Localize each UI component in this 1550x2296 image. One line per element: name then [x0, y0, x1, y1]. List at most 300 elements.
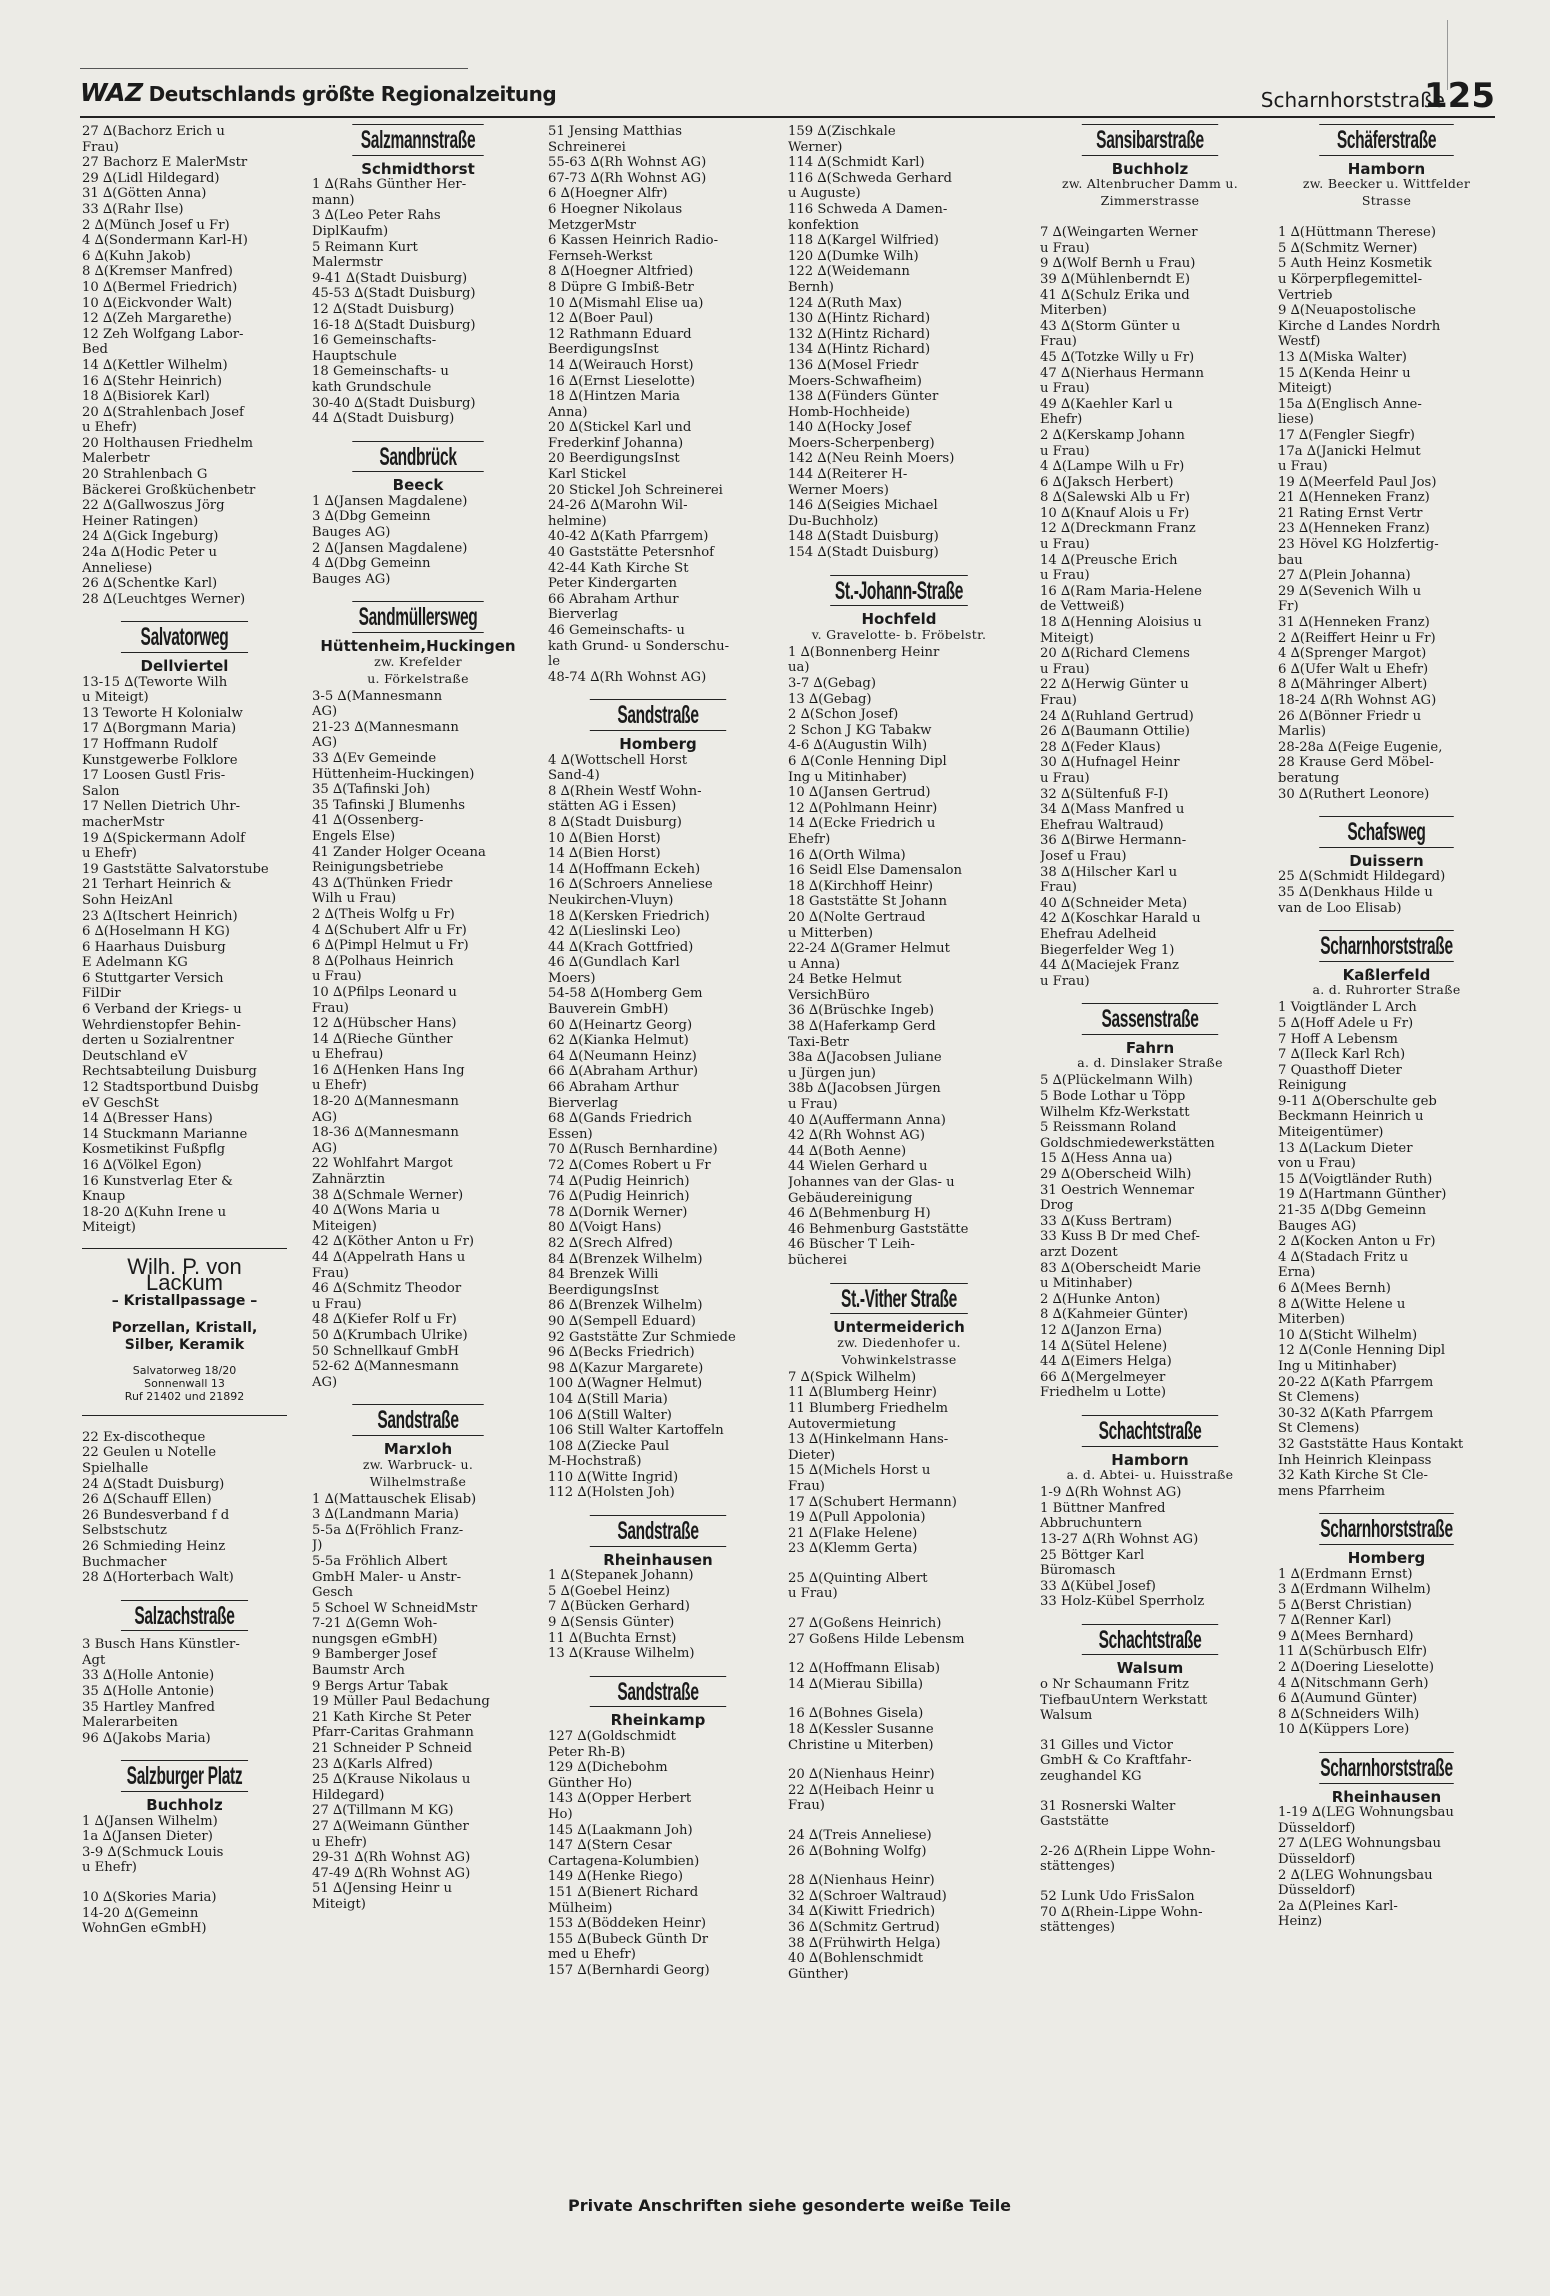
directory-entry: 16 Gemeinschafts-: [312, 333, 437, 349]
directory-entry: 18 ∆(Kirchhoff Heinr): [788, 878, 934, 894]
directory-entry: 2 ∆(Jansen Magdalene): [312, 540, 468, 556]
directory-entry: 1 ∆(Mattauschek Elisab): [312, 1491, 477, 1507]
directory-entry: 20 ∆(Strahlenbach Josef: [82, 404, 244, 420]
directory-entry: WohnGen eGmbH): [82, 1921, 207, 1937]
directory-entry: 10 ∆(Küppers Lore): [1278, 1722, 1410, 1738]
directory-entry: 6 ∆(Kuhn Jakob): [82, 248, 191, 264]
street-block: [548, 124, 768, 685]
directory-entry: 5 Schoel W SchneidMstr: [312, 1600, 478, 1616]
directory-entry: u Frau): [1040, 973, 1090, 989]
street-heading: Sandstraße: [590, 699, 726, 731]
directory-entry: Miterben): [1040, 303, 1108, 319]
directory-entry: Karl Stickel: [548, 467, 627, 483]
directory-entry: 66 Abraham Arthur: [548, 1080, 679, 1096]
spacer: [1040, 1724, 1260, 1738]
directory-entry: 6 ∆(Ufer Walt u Ehefr): [1278, 661, 1429, 677]
directory-entry: Miteigt): [1040, 630, 1094, 646]
street-block: [548, 1515, 768, 1662]
directory-entry: Anneliese): [82, 560, 153, 576]
directory-entry: 12 ∆(Hübscher Hans): [312, 1016, 457, 1032]
directory-entry: 32 ∆(Schroer Waltraud): [788, 1888, 947, 1904]
district-name: Rheinhausen: [1331, 1787, 1442, 1806]
directory-entry: Reinigung: [1278, 1078, 1347, 1094]
directory-entry: 46 ∆(Behmenburg H): [788, 1206, 931, 1222]
directory-entry: 74 ∆(Pudig Heinrich): [548, 1173, 690, 1189]
directory-entry: Hildegard): [312, 1787, 385, 1803]
directory-entry: 145 ∆(Laakmann Joh): [548, 1822, 693, 1838]
directory-entry: arzt Dozent: [1040, 1245, 1118, 1260]
street-block: [1040, 124, 1260, 989]
directory-entry: Ehefrau Waltraud): [1040, 817, 1164, 833]
directory-entry: mann): [312, 192, 355, 208]
directory-entry: 50 ∆(Krumbach Ulrike): [312, 1327, 468, 1343]
directory-entry: 3 ∆(Erdmann Wilhelm): [1278, 1582, 1431, 1598]
directory-entry: 6 ∆(Hoselmann H KG): [82, 924, 230, 940]
directory-entry: bau: [1278, 552, 1303, 568]
directory-entry: 3 Busch Hans Künstler-: [82, 1637, 240, 1653]
directory-entry: 43 ∆(Storm Günter u: [1040, 318, 1181, 334]
directory-entry: 118 ∆(Kargel Wilfried): [788, 233, 939, 249]
directory-entry: 30 ∆(Hufnagel Heinr: [1040, 755, 1180, 771]
directory-entry: 30 ∆(Ruthert Leonore): [1278, 786, 1430, 802]
directory-entry: Miterben): [1278, 1312, 1346, 1328]
directory-entry: 40 ∆(Wons Maria u: [312, 1203, 440, 1219]
directory-entry: 27 ∆(Tillmann M KG): [312, 1803, 454, 1819]
directory-entry: 16 Seidl Else Damensalon: [788, 863, 963, 879]
directory-entry: 16 ∆(Bohnes Gisela): [788, 1706, 924, 1722]
directory-entry: u Frau): [312, 969, 362, 985]
directory-entry: 2 ∆(Theis Wolfg u Fr): [312, 906, 455, 922]
directory-entry: u Ehefr): [82, 846, 137, 862]
directory-entry: AG): [312, 1109, 338, 1125]
column-4: [788, 124, 1010, 1982]
directory-entry: 19 Gaststätte Salvatorstube: [82, 861, 269, 877]
street-heading: Salzachstraße: [121, 1600, 248, 1632]
directory-entry: 36 ∆(Schmitz Gertrud): [788, 1919, 940, 1935]
directory-entry: 4-6 ∆(Augustin Wilh): [788, 738, 928, 754]
directory-entry: Fernseh-Werkst: [548, 248, 653, 264]
directory-entry: Heinz): [1278, 1914, 1323, 1930]
ad-contact: [86, 1364, 283, 1403]
directory-entry: Johannes van der Glas- u: [788, 1175, 955, 1190]
directory-entry: u Frau): [788, 1586, 838, 1602]
directory-entry: 24 ∆(Stadt Duisburg): [82, 1476, 225, 1492]
district-name: Duissern: [1349, 851, 1424, 870]
directory-entry: u Jürgen jun): [788, 1065, 876, 1081]
directory-entry: 35 Hartley Manfred: [82, 1699, 215, 1715]
directory-entry: 1 ∆(Erdmann Ernst): [1278, 1566, 1413, 1582]
directory-entry: derten u Sozialrentner: [82, 1033, 234, 1049]
directory-entry: 44 Wielen Gerhard u: [788, 1159, 928, 1175]
directory-entry: 31 ∆(Henneken Franz): [1278, 615, 1430, 631]
directory-entry: 1 ∆(Rahs Günther Her-: [312, 177, 467, 193]
ad-goods: Porzellan, Kristall, Silber, Keramik: [111, 1319, 258, 1353]
directory-entry: 27 ∆(LEG Wohnungsbau: [1278, 1836, 1442, 1852]
directory-entry: 5 Reissmann Roland: [1040, 1120, 1177, 1136]
directory-entry: 70 ∆(Rhein-Lippe Wohn-: [1040, 1904, 1203, 1920]
directory-entry: 9 ∆(Wolf Bernh u Frau): [1040, 256, 1196, 272]
directory-entry: 1 ∆(Jansen Wilhelm): [82, 1813, 218, 1829]
directory-entry: 13 Teworte H Kolonialw: [82, 705, 243, 721]
directory-entry: 38a ∆(Jacobsen Juliane: [788, 1050, 942, 1066]
street-heading: Schäferstraße: [1319, 124, 1454, 156]
directory-entry: 10 ∆(Skories Maria): [82, 1890, 217, 1905]
street-range: zw. Altenbrucher Damm u.: [1061, 176, 1239, 192]
directory-entry: 14 ∆(Bien Horst): [548, 846, 661, 862]
directory-entry: 22-24 ∆(Gramer Helmut: [788, 941, 950, 957]
directory-entry: 20 ∆(Nienhaus Heinr): [788, 1767, 935, 1783]
directory-entry: 55-63 ∆(Rh Wohnst AG): [548, 155, 707, 171]
directory-entry: BeerdigungsInst: [548, 342, 659, 358]
directory-entry: 13-27 ∆(Rh Wohnst AG): [1040, 1531, 1199, 1547]
directory-entry: le: [548, 654, 561, 670]
directory-entry: 3 ∆(Dbg Gemeinn: [312, 509, 431, 525]
district-name: Rheinkamp: [610, 1711, 706, 1730]
directory-entry: 11 ∆(Buchta Ernst): [548, 1630, 677, 1646]
directory-entry: AG): [312, 1140, 338, 1156]
directory-entry: Salon: [82, 783, 120, 799]
directory-entry: 52-62 ∆(Mannesmann: [312, 1359, 459, 1375]
directory-entry: 142 ∆(Neu Reinh Moers): [788, 451, 955, 467]
directory-entry: 19 ∆(Pull Appolonia): [788, 1510, 926, 1526]
directory-entry: Cartagena-Kolumbien): [548, 1853, 700, 1869]
directory-entry: AG): [312, 704, 338, 720]
directory-entry: MetzgerMstr: [548, 217, 636, 233]
page-header: [80, 68, 1495, 118]
directory-entry: 2 Schon J KG Tabakw: [788, 722, 932, 738]
directory-entry: 3-7 ∆(Gebag): [788, 676, 877, 691]
directory-entry: Miteigt): [312, 1896, 366, 1912]
directory-entry: 22 ∆(Herwig Günter u: [1040, 677, 1189, 693]
street-block: [312, 1404, 524, 1912]
directory-entry: 15 ∆(Voigtländer Ruth): [1278, 1171, 1433, 1187]
ad-location: – Kristallpassage –: [111, 1293, 258, 1310]
directory-entry: Baumstr Arch: [312, 1663, 405, 1679]
directory-entry: 18 ∆(Kessler Susanne: [788, 1722, 934, 1738]
directory-entry: 33 ∆(Ev Gemeinde: [312, 751, 437, 766]
directory-entry: von u Frau): [1278, 1156, 1356, 1172]
directory-entry: 10 ∆(Eickvonder Walt): [82, 295, 233, 311]
directory-entry: 46 ∆(Schmitz Theodor: [312, 1281, 462, 1297]
directory-entry: 45 ∆(Totzke Willy u Fr): [1040, 349, 1195, 365]
brand-tagline: Deutschlands größte Regionalzeitung: [148, 82, 557, 106]
directory-entry: 10 ∆(Knauf Alois u Fr): [1040, 505, 1190, 521]
directory-entry: 5 ∆(Schmitz Werner): [1278, 240, 1418, 256]
district-name: Fahrn: [1125, 1038, 1175, 1057]
directory-entry: 41 ∆(Schulz Erika und: [1040, 287, 1190, 303]
ad-addr2: Sonnenwall 13: [144, 1376, 225, 1390]
spacer: [82, 1876, 287, 1890]
directory-entry: Abbruchuntern: [1040, 1516, 1142, 1532]
street-heading: Sassenstraße: [1082, 1003, 1218, 1035]
directory-entry: TiefbauUntern Werkstatt: [1040, 1692, 1208, 1708]
directory-entry: 5 Bode Lothar u Töpp: [1040, 1089, 1186, 1105]
directory-entry: 7 Hoff A Lebensm: [1278, 1031, 1398, 1047]
directory-entry: 10 ∆(Bermel Friedrich): [82, 279, 238, 295]
directory-entry: 42 ∆(Köther Anton u Fr): [312, 1234, 475, 1250]
directory-entry: 25 ∆(Schmidt Hildegard): [1278, 869, 1446, 885]
directory-entry: 30-40 ∆(Stadt Duisburg): [312, 395, 476, 411]
directory-entry: Engels Else): [312, 828, 396, 844]
directory-entry: 26 Bundesverband f d: [82, 1507, 230, 1523]
street-block: [1040, 1624, 1260, 1936]
directory-entry: 12 ∆(Conle Henning Dipl: [1278, 1343, 1446, 1359]
spacer: [788, 1859, 1010, 1873]
directory-entry: 146 ∆(Seigies Michael: [788, 498, 938, 514]
directory-entry: 26 ∆(Schauff Ellen): [82, 1492, 212, 1508]
directory-entry: 4 ∆(Sprenger Margot): [1278, 646, 1427, 662]
directory-entry: 3-9 ∆(Schmuck Louis: [82, 1844, 224, 1860]
directory-entry: 23 ∆(Karls Alfred): [312, 1756, 433, 1772]
directory-entry: Du-Buchholz): [788, 513, 879, 529]
header-rule: [80, 68, 468, 69]
directory-entry: Kunstgewerbe Folklore: [82, 752, 238, 768]
street-block: [548, 1676, 768, 1979]
directory-entry: 33 ∆(Kübel Josef): [1040, 1578, 1156, 1594]
directory-entry: u Frau): [788, 1097, 838, 1113]
directory-entry: 86 ∆(Brenzek Wilhelm): [548, 1298, 703, 1314]
directory-entry: 15a ∆(Englisch Anne-: [1278, 396, 1422, 412]
directory-entry: Bed: [82, 342, 108, 358]
directory-entry: Bauges AG): [1278, 1218, 1357, 1234]
directory-entry: 17 Loosen Gustl Fris-: [82, 768, 226, 784]
directory-entry: Malerbetr: [82, 451, 150, 467]
directory-entry: Vertrieb: [1278, 287, 1333, 303]
directory-entry: u Frau): [1040, 568, 1090, 584]
directory-entry: 6 ∆(Hoegner Alfr): [548, 186, 668, 202]
directory-entry: 17 ∆(Borgmann Maria): [82, 721, 237, 737]
directory-entry: 15 ∆(Hess Anna ua): [1040, 1151, 1173, 1167]
directory-entry: 14 ∆(Kettler Wilhelm): [82, 357, 228, 373]
directory-entry: 4 ∆(Nitschmann Gerh): [1278, 1675, 1429, 1691]
directory-entry: 45-53 ∆(Stadt Duisburg): [312, 286, 476, 302]
directory-entry: 3 ∆(Leo Peter Rahs: [312, 208, 441, 224]
directory-entry: kath Grund- u Sonderschu-: [548, 638, 730, 654]
directory-entry: 16 ∆(Henken Hans Ing: [312, 1062, 465, 1078]
directory-entry: 14-20 ∆(Gemeinn: [82, 1905, 199, 1921]
directory-entry: 116 ∆(Schweda Gerhard: [788, 170, 952, 186]
column-5: [1040, 124, 1260, 1936]
directory-entry: 2 ∆(Schon Josef): [788, 707, 899, 723]
directory-entry: 31 Gilles und Victor: [1040, 1737, 1173, 1753]
directory-entry: 22 ∆(Gallwoszus Jörg: [82, 498, 225, 514]
directory-entry: 6 Verband der Kriegs- u: [82, 1002, 242, 1018]
directory-entry: Biegerfelder Weg 1): [1040, 942, 1175, 958]
directory-entry: 33 ∆(Rahr Ilse): [82, 201, 184, 217]
directory-entry: 36 ∆(Birwe Hermann-: [1040, 833, 1187, 849]
directory-entry: 6 ∆(Conle Henning Dipl: [788, 753, 947, 769]
directory-entry: 19 ∆(Spickermann Adolf: [82, 830, 246, 846]
directory-entry: 68 ∆(Gands Friedrich: [548, 1111, 692, 1127]
directory-entry: 10 ∆(Pfilps Leonard u: [312, 984, 457, 1000]
directory-entry: St Clemens): [1278, 1421, 1360, 1437]
directory-entry: 106 ∆(Still Walter): [548, 1407, 672, 1423]
directory-entry: 21-35 ∆(Dbg Gemeinn: [1278, 1203, 1427, 1219]
directory-entry: 5 ∆(Plückelmann Wilh): [1040, 1073, 1193, 1089]
directory-entry: Frau): [312, 1265, 349, 1281]
directory-entry: Zahnärztin: [312, 1172, 386, 1188]
directory-entry: 20-22 ∆(Kath Pfarrgem: [1278, 1374, 1434, 1390]
directory-entry: 10 ∆(Mismahl Elise ua): [548, 295, 704, 311]
directory-entry: 155 ∆(Bubeck Günth Dr: [548, 1931, 709, 1947]
directory-entry: 36 ∆(Brüschke Ingeb): [788, 1003, 934, 1019]
directory-entry: 33 ∆(Kuss Bertram): [1040, 1213, 1173, 1229]
directory-entry: 100 ∆(Wagner Helmut): [548, 1376, 703, 1392]
directory-entry: 43 ∆(Thünken Friedr: [312, 875, 453, 891]
directory-entry: Bernh): [788, 279, 834, 295]
directory-entry: 18-20 ∆(Kuhn Irene u: [82, 1204, 227, 1220]
directory-entry: Ehefrau Adelheid: [1040, 926, 1157, 942]
directory-entry: 14 ∆(Hoffmann Eckeh): [548, 861, 701, 877]
directory-entry: 6 ∆(Pimpl Helmut u Fr): [312, 938, 469, 954]
directory-entry: 46 Behmenburg Gaststätte: [788, 1221, 969, 1237]
directory-entry: 9 Bamberger Josef: [312, 1647, 437, 1663]
directory-entry: 7 ∆(Ileck Karl Rch): [1278, 1047, 1406, 1063]
street-block: [788, 1283, 1010, 1983]
directory-entry: 18 Gemeinschafts- u: [312, 364, 449, 380]
directory-entry: Drog: [1040, 1198, 1074, 1214]
spacer: [788, 1814, 1010, 1828]
running-street-title: Scharnhorststraße: [1260, 88, 1445, 112]
directory-entry: 12 ∆(Pohlmann Heinr): [788, 800, 938, 816]
directory-entry: 14 ∆(Ecke Friedrich u: [788, 816, 936, 832]
directory-entry: u Frau): [1040, 240, 1090, 256]
directory-entry: 122 ∆(Weidemann: [788, 264, 910, 280]
directory-entry: 13-15 ∆(Teworte Wilh: [82, 674, 228, 690]
directory-entry: 38 ∆(Schmale Werner): [312, 1187, 464, 1203]
directory-entry: eV GeschSt: [82, 1095, 159, 1111]
spacer: [1278, 211, 1495, 225]
directory-entry: 42 ∆(Rh Wohnst AG): [788, 1128, 925, 1144]
directory-entry: Miteigentümer): [1278, 1125, 1384, 1141]
directory-entry: 38 ∆(Frühwirth Helga): [788, 1935, 941, 1951]
directory-entry: u Ehefr): [82, 1860, 137, 1876]
directory-entry: 84 ∆(Brenzek Wilhelm): [548, 1251, 703, 1267]
directory-entry: 23 ∆(Itschert Heinrich): [82, 908, 238, 924]
directory-entry: 39 ∆(Mühlenberndt E): [1040, 271, 1191, 287]
district-name: Hüttenheim,Huckingen: [320, 637, 516, 656]
directory-entry: 34 ∆(Kiwitt Friedrich): [788, 1904, 936, 1920]
directory-entry: 96 ∆(Jakobs Maria): [82, 1730, 211, 1746]
directory-entry: 78 ∆(Dornik Werner): [548, 1204, 688, 1220]
directory-entry: u Ehefr): [312, 1834, 367, 1850]
directory-entry: 12 ∆(Dreckmann Franz: [1040, 521, 1196, 537]
page-number: 125: [1424, 76, 1495, 116]
directory-entry: Peter Rh-B): [548, 1744, 626, 1760]
directory-entry: 18 ∆(Bisiorek Karl): [82, 389, 210, 405]
brand-logo: [80, 78, 556, 107]
directory-entry: stättenges): [1040, 1859, 1115, 1875]
street-block: [1040, 1415, 1260, 1610]
column-2: [312, 124, 524, 1913]
column-1: [82, 124, 287, 1937]
directory-entry: 25 ∆(Krause Nikolaus u: [312, 1772, 471, 1788]
directory-entry: DiplKaufm): [312, 223, 389, 239]
directory-entry: 17 Nellen Dietrich Uhr-: [82, 799, 241, 815]
directory-entry: zeughandel KG: [1040, 1769, 1142, 1785]
district-name: Hamborn: [1347, 159, 1426, 178]
directory-entry: 70 ∆(Rusch Bernhardine): [548, 1142, 718, 1158]
directory-entry: Sohn HeizAnl: [82, 892, 173, 908]
directory-entry: 4 ∆(Stadach Fritz u: [1278, 1249, 1409, 1265]
directory-entry: 15 ∆(Michels Horst u: [788, 1463, 931, 1479]
directory-entry: 10 ∆(Bien Horst): [548, 830, 661, 846]
directory-entry: AG): [312, 735, 338, 751]
directory-entry: 34 ∆(Mass Manfred u: [1040, 802, 1185, 818]
directory-entry: 24 ∆(Treis Anneliese): [788, 1828, 932, 1843]
directory-entry: ua): [788, 660, 810, 676]
directory-entry: 8 ∆(Hoegner Altfried): [548, 264, 694, 280]
directory-entry: 27 Bachorz E MalerMstr: [82, 155, 248, 171]
directory-entry: 23 ∆(Henneken Franz): [1278, 521, 1430, 537]
directory-entry: Gebäudereinigung: [788, 1190, 913, 1206]
directory-entry: 33 Kuss B Dr med Chef-: [1040, 1229, 1200, 1245]
directory-entry: 4 ∆(Wottschell Horst: [548, 752, 688, 768]
directory-entry: 12 ∆(Zeh Margarethe): [82, 311, 232, 327]
directory-entry: 21-23 ∆(Mannesmann: [312, 719, 459, 735]
street-block: [1278, 816, 1495, 916]
directory-entry: 44 ∆(Eimers Helga): [1040, 1354, 1172, 1370]
directory-entry: 46 Büscher T Leih-: [788, 1237, 915, 1253]
directory-entry: 28 ∆(Leuchtges Werner): [82, 591, 246, 607]
directory-entry: 28-28a ∆(Feige Eugenie,: [1278, 739, 1443, 755]
directory-entry: Beckmann Heinrich u: [1278, 1109, 1424, 1125]
directory-entry: Wilhelm Kfz-Werkstatt: [1040, 1104, 1190, 1120]
directory-entry: Bauges AG): [312, 571, 391, 587]
directory-entry: 140 ∆(Hocky Josef: [788, 420, 911, 436]
street-range: Vohwinkelstrasse: [841, 1351, 957, 1367]
directory-entry: 1 Büttner Manfred: [1040, 1500, 1166, 1516]
street-heading: Sandmüllersweg: [352, 601, 483, 633]
directory-entry: 7 Quasthoff Dieter: [1278, 1062, 1402, 1078]
street-heading: Sansibarstraße: [1082, 124, 1218, 156]
street-range: a. d. Dinslaker Straße: [1077, 1055, 1223, 1071]
directory-entry: 42 ∆(Lieslinski Leo): [548, 924, 681, 940]
directory-entry: 9 ∆(Mees Bernhard): [1278, 1628, 1414, 1644]
directory-entry: 14 ∆(Bresser Hans): [82, 1111, 213, 1127]
street-range: zw. Warbruck- u.: [362, 1456, 474, 1472]
directory-entry: Gesch: [312, 1585, 353, 1601]
directory-entry: de Vettweiß): [1040, 599, 1125, 615]
directory-entry: 132 ∆(Hintz Richard): [788, 326, 931, 342]
directory-entry: 154 ∆(Stadt Duisburg): [788, 545, 939, 561]
street-range: zw. Krefelder: [374, 653, 462, 669]
directory-entry: Kirche d Landes Nordrh: [1278, 318, 1441, 334]
directory-entry: 1 ∆(Hüttmann Therese): [1278, 225, 1436, 241]
directory-entry: 38 ∆(Hilscher Karl u: [1040, 864, 1178, 880]
directory-entry: 19 ∆(Meerfeld Paul Jos): [1278, 474, 1437, 490]
directory-entry: 50 Schnellkauf GmbH: [312, 1343, 460, 1359]
street-heading: Sandstraße: [352, 1404, 483, 1436]
directory-entry: 6 ∆(Mees Bernh): [1278, 1281, 1391, 1296]
street-heading: Schafsweg: [1319, 816, 1454, 848]
street-block: [82, 1430, 287, 1586]
directory-entry: u Frau): [1040, 381, 1090, 397]
street-range: v. Gravelotte- b. Fröbelstr.: [811, 626, 987, 642]
street-block: [1278, 1513, 1495, 1738]
directory-entry: 40 Gaststätte Petersnhof: [548, 545, 715, 561]
directory-entry: u Frau): [1040, 537, 1090, 553]
directory-entry: mens Pfarrheim: [1278, 1483, 1386, 1499]
street-block: [312, 601, 524, 1390]
street-range: zw. Beecker u. Wittfelder: [1302, 176, 1471, 192]
directory-entry: 96 ∆(Becks Friedrich): [548, 1345, 695, 1361]
directory-entry: 4 ∆(Dbg Gemeinn: [312, 556, 431, 572]
ad-name: Wilh. P. von Lackum: [127, 1253, 242, 1295]
column-3: [548, 124, 768, 1979]
directory-entry: 52 Lunk Udo FrisSalon: [1040, 1889, 1195, 1904]
directory-entry: J): [312, 1538, 323, 1554]
